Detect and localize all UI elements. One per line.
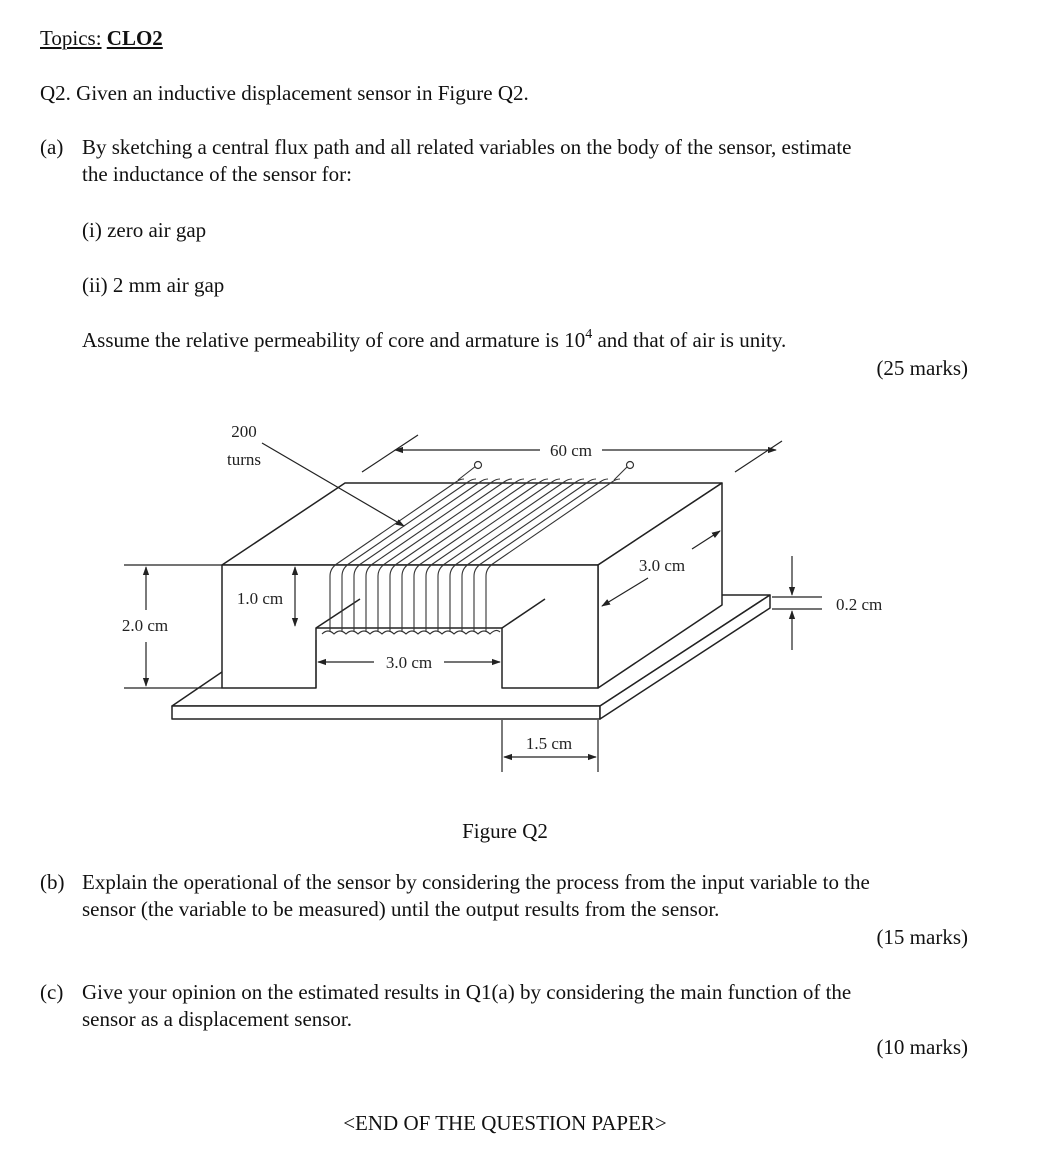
part-a-item-ii <box>82 272 224 298</box>
assumption-before: Assume the relative permeability of core and armature is 10 <box>82 328 586 352</box>
figure-caption: Figure Q2 <box>462 819 548 843</box>
topics-label: Topics: <box>40 26 102 50</box>
item-text: zero air gap <box>107 218 207 242</box>
pole-height-label: 1.0 cm <box>236 589 284 608</box>
width-label: 60 cm <box>549 441 593 460</box>
topics-value: CLO2 <box>106 26 163 50</box>
assumption-after: and that of air is unity. <box>592 328 787 352</box>
item-label: (i) <box>82 218 102 242</box>
depth-label: 3.0 cm <box>638 556 686 575</box>
turns-word-label: turns <box>227 450 261 469</box>
part-b-marks: (15 marks) <box>876 925 968 949</box>
turns-count-label: 200 <box>231 422 257 441</box>
part-c-marks: (10 marks) <box>876 1035 968 1059</box>
part-a-item-i <box>82 217 206 243</box>
assumption-text <box>82 327 786 353</box>
part-c-line2: sensor as a displacement sensor. <box>82 1007 353 1031</box>
pole-width-label: 1.5 cm <box>525 734 573 753</box>
part-a-label: (a) <box>40 135 64 159</box>
part-b-line2: sensor (the variable to be measured) until the output results from the sensor. <box>82 897 720 921</box>
end-of-paper: <END OF THE QUESTION PAPER> <box>343 1111 667 1135</box>
part-b-label: (b) <box>40 870 65 894</box>
part-b-line1: Explain the operational of the sensor by considering the process from the input variable to the <box>82 870 870 894</box>
assumption-exponent: 4 <box>585 327 593 342</box>
item-label: (ii) <box>82 273 108 297</box>
part-a-marks: (25 marks) <box>876 356 968 380</box>
question-intro: Q2. Given an inductive displacement sensor in Figure Q2. <box>40 81 529 105</box>
topics-heading <box>40 25 163 51</box>
part-c-label: (c) <box>40 980 64 1004</box>
total-height-label: 2.0 cm <box>121 616 169 635</box>
sensor-figure <box>100 405 950 790</box>
armature-front <box>172 706 600 719</box>
part-a-line1: By sketching a central flux path and all related variables on the body of the sensor, estimate <box>82 135 852 159</box>
armature-thickness-label: 0.2 cm <box>836 595 883 614</box>
item-text: 2 mm air gap <box>112 273 225 297</box>
window-label: 3.0 cm <box>385 653 433 672</box>
part-a-line2: the inductance of the sensor for: <box>82 162 352 186</box>
part-c-line1: Give your opinion on the estimated results in Q1(a) by considering the main function of the <box>82 980 852 1004</box>
